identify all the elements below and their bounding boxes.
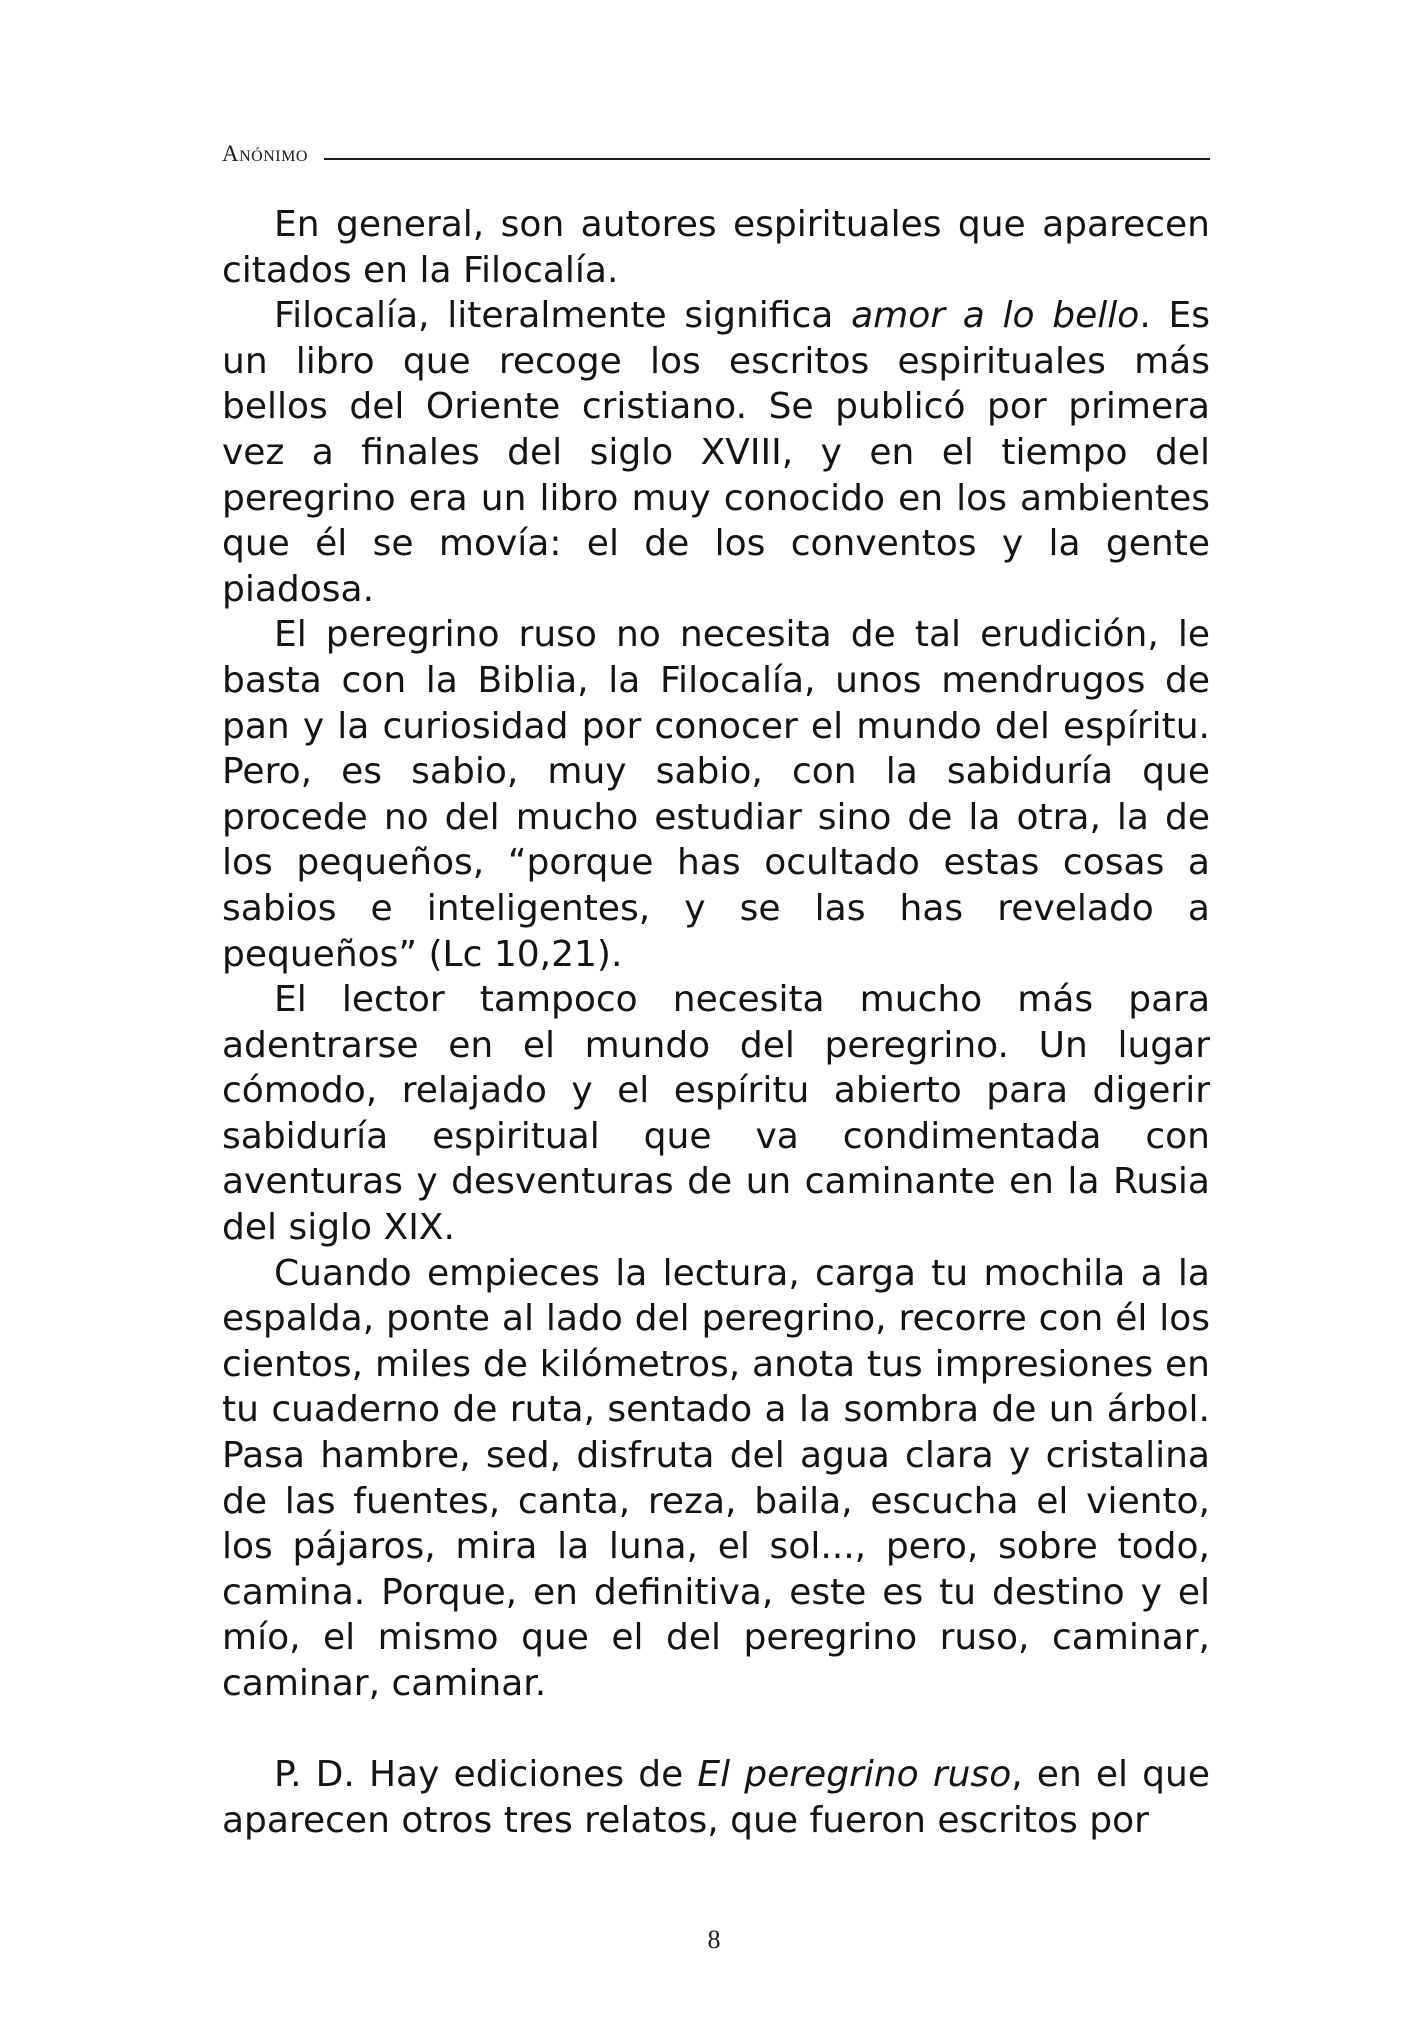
paragraph-text: El peregrino ruso no necesita de tal erudición, le basta con la Biblia, la Filocalía, unos mendrugos de pan y la curiosidad por conocer el mundo del espíritu. Pero, es sabio, muy sabio, con la sabiduría que procede no del mucho estudiar sino de la otra, la de los pequeños, “porque has ocultado estas cosas a sabios e inteligentes, y se las has revelado a pequeños” (Lc 10,21).	[222, 614, 1210, 975]
paragraph-pilgrim-wisdom	[222, 612, 1210, 977]
paragraph-filocalia-authors	[222, 202, 1210, 293]
paragraph-postscript	[222, 1752, 1210, 1843]
paragraph-text: Cuando empieces la lectura, carga tu mochila a la espalda, ponte al lado del peregrino, recorre con él los cientos, miles de kilómetros, anota tus impresiones en tu cuaderno de ruta, sentado a la sombra de un árbol. Pasa hambre, sed, disfruta del agua clara y cristalina de las fuentes, canta, reza, baila, escucha el viento, los pájaros, mira la luna, el sol..., pero, sobre todo, camina. Porque, en definitiva, este es tu destino y el mío, el mismo que el del peregrino ruso, caminar, caminar, caminar.	[222, 1252, 1210, 1704]
paragraph-text: El lector tampoco necesita mucho más para adentrarse en el mundo del peregrino. Un lugar cómodo, relajado y el espíritu abierto para digerir sabiduría espiritual que va condimentada con aventuras y desventuras de un caminante en la Rusia del siglo XIX.	[222, 979, 1210, 1249]
body-text	[222, 202, 1210, 1843]
paragraph-text-end: . Es un libro que recoge los escritos espirituales más bellos del Oriente cristiano. Se publicó por primera vez a finales del siglo XVIII, y en el tiempo del peregrino era un libro muy conocido en los ambientes que él se movía: el de los conventos y la gente piadosa.	[222, 295, 1211, 610]
paragraph-filocalia-meaning	[222, 293, 1210, 612]
header-rule	[324, 158, 1210, 160]
paragraph-reader	[222, 977, 1210, 1251]
page-number: 8	[707, 1925, 721, 1954]
paragraph-text: En general, son autores espirituales que aparecen citados en la Filocalía.	[222, 204, 1210, 291]
paragraph-text-start: Filocalía, literalmente significa	[274, 295, 852, 337]
paragraph-start-reading	[222, 1251, 1210, 1707]
italic-book-title: El peregrino ruso	[697, 1754, 1012, 1796]
italic-phrase: amor a lo bello	[851, 295, 1140, 337]
running-head-title: Anónimo	[222, 141, 308, 166]
running-head	[222, 136, 1210, 166]
paragraph-text-start: P. D. Hay ediciones de	[274, 1754, 698, 1796]
paragraph-text-end: , en el que aparecen otros tres relatos, que fueron escritos por	[222, 1754, 1210, 1841]
